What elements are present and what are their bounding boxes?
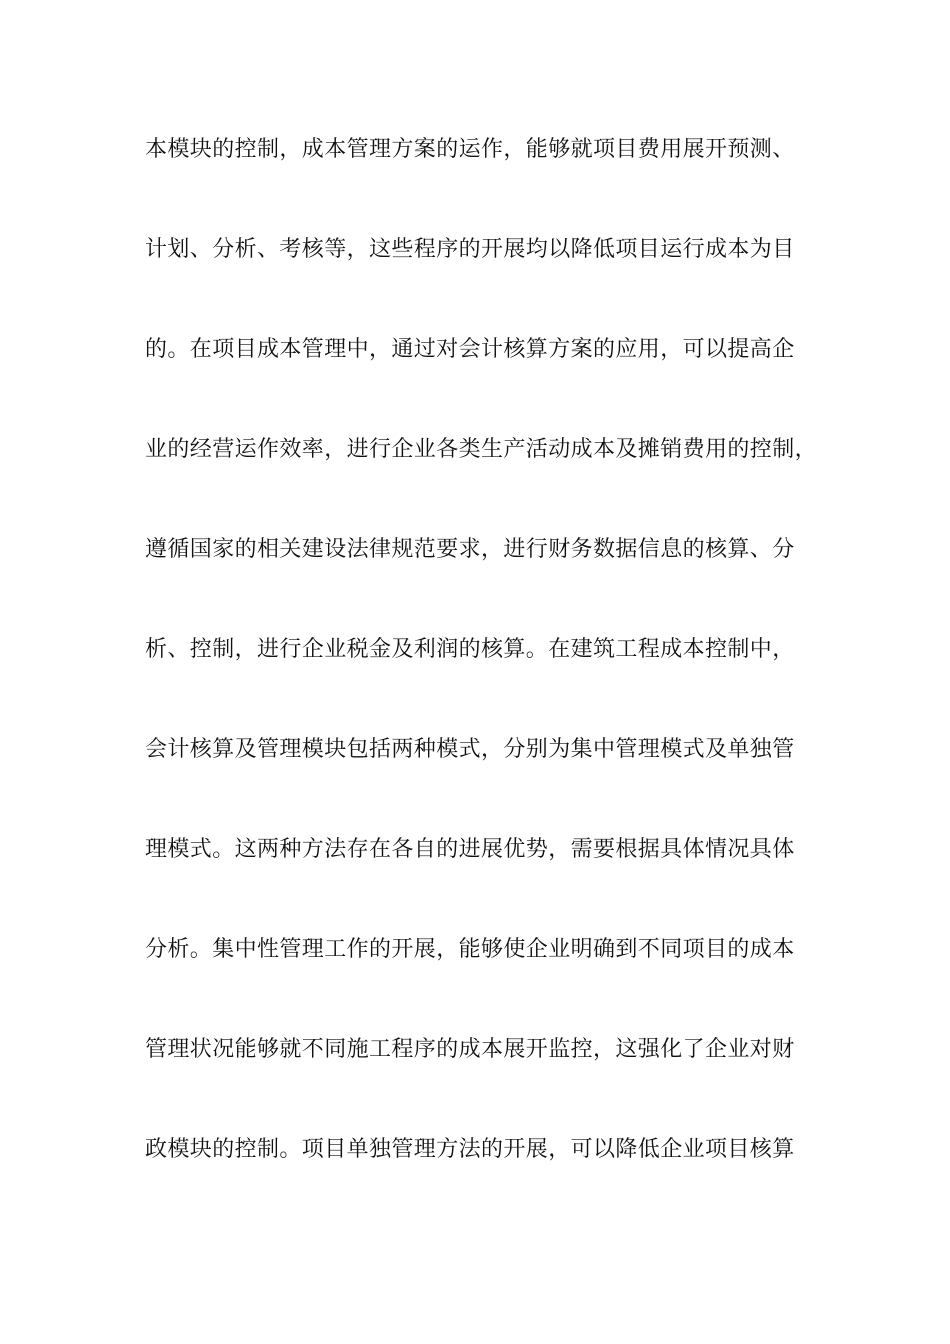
text-line: 政模块的控制。项目单独管理方法的开展，可以降低企业项目核算 xyxy=(145,1137,795,1162)
text-line: 计划、分析、考核等，这些程序的开展均以降低项目运行成本为目 xyxy=(145,237,795,262)
text-line: 遵循国家的相关建设法律规范要求，进行财务数据信息的核算、分 xyxy=(145,537,795,562)
text-line: 业的经营运作效率，进行企业各类生产活动成本及摊销费用的控制， xyxy=(145,437,818,462)
text-line: 理模式。这两种方法存在各自的进展优势，需要根据具体情况具体 xyxy=(145,837,795,862)
text-line: 分析。集中性管理工作的开展，能够使企业明确到不同项目的成本 xyxy=(145,937,795,962)
text-line: 管理状况能够就不同施工程序的成本展开监控，这强化了企业对财 xyxy=(145,1037,795,1062)
text-line: 本模块的控制，成本管理方案的运作，能够就项目费用展开预测、 xyxy=(145,137,795,162)
text-line: 会计核算及管理模块包括两种模式，分别为集中管理模式及单独管 xyxy=(145,737,795,762)
text-line: 的。在项目成本管理中，通过对会计核算方案的应用，可以提高企 xyxy=(145,337,795,362)
text-line: 析、控制，进行企业税金及利润的核算。在建筑工程成本控制中， xyxy=(145,637,795,662)
